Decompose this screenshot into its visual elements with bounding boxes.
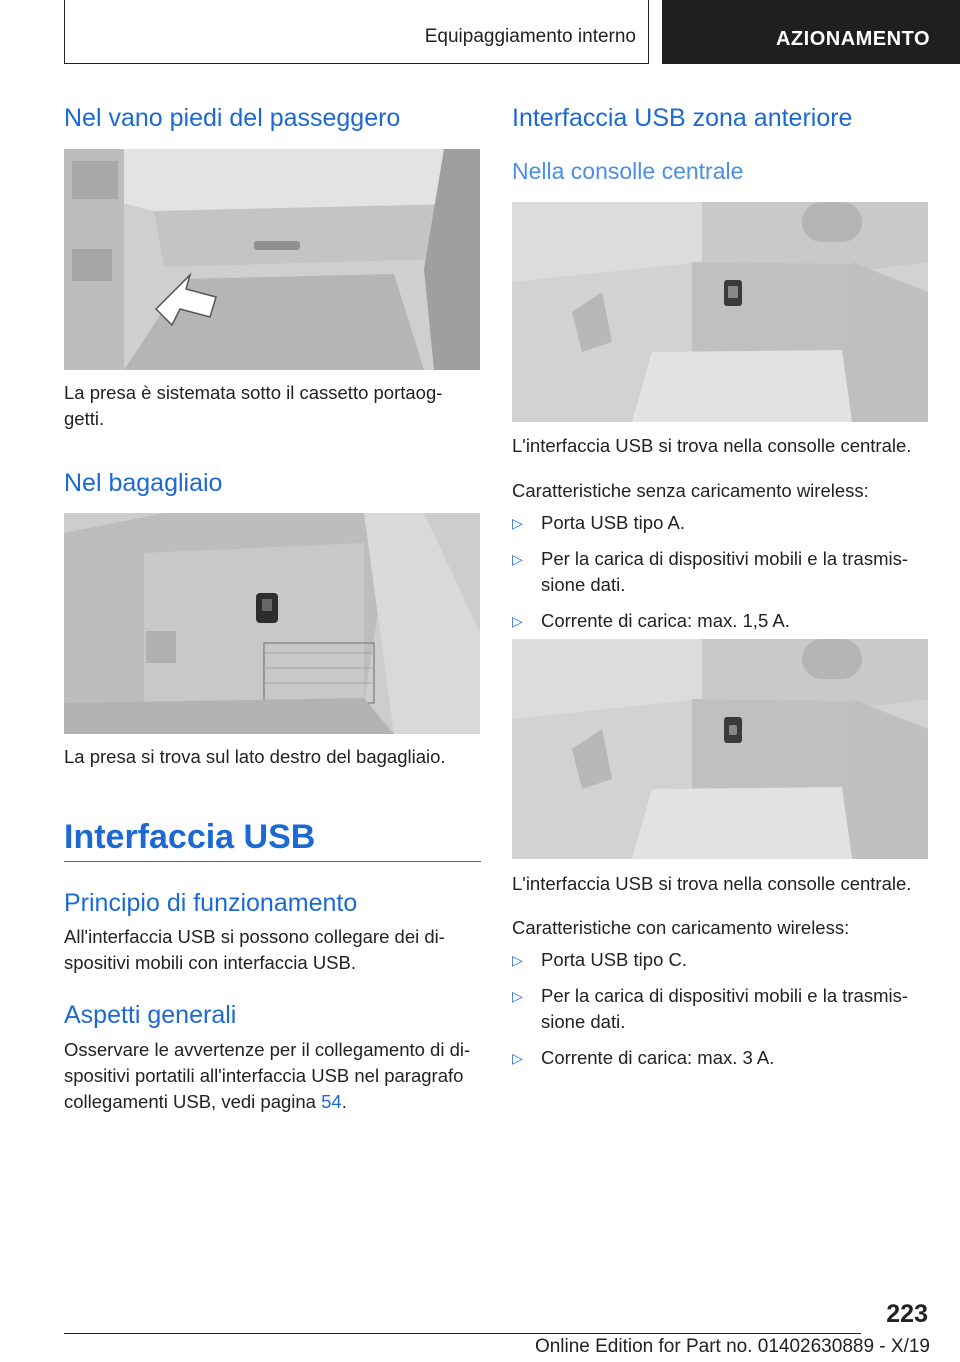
intro-wireless: Caratteristiche con caricamento wireless:	[512, 917, 850, 938]
list-no-wireless	[512, 510, 930, 644]
text-general-body: Osservare le avvertenze per il collegamento di di-spositivi portatili all'interfaccia USB nel paragrafo collegamenti USB, vedi pagina	[64, 1039, 471, 1112]
heading-passenger-footwell: Nel vano piedi del passeggero	[64, 104, 401, 132]
triangle-bullet-icon: ▷	[512, 988, 523, 1004]
page-reference-link[interactable]: 54	[321, 1091, 342, 1112]
list-item: ▷ Per la carica di dispositivi mobili e la trasmis-sione dati.	[512, 548, 909, 595]
list-item: ▷ Porta USB tipo C.	[512, 947, 930, 973]
list-item: ▷ Porta USB tipo A.	[512, 510, 930, 536]
heading-usb-interface: Interfaccia USB	[64, 818, 316, 856]
list-item: ▷ Corrente di carica: max. 1,5 A.	[512, 608, 930, 634]
text-principle: All'interfaccia USB si possono collegare dei di-spositivi mobili con interfaccia USB.	[64, 926, 445, 973]
triangle-bullet-icon: ▷	[512, 1050, 523, 1066]
heading-general: Aspetti generali	[64, 1001, 237, 1029]
intro-no-wireless: Caratteristiche senza caricamento wireless:	[512, 480, 869, 501]
list-wireless	[512, 947, 930, 1081]
header-section-title: Equipaggiamento interno	[424, 26, 636, 47]
text-general	[64, 1037, 482, 1115]
heading-trunk: Nel bagagliaio	[64, 469, 223, 497]
heading-principle: Principio di funzionamento	[64, 889, 358, 917]
photo-console-usb-c	[512, 639, 928, 859]
triangle-bullet-icon: ▷	[512, 551, 523, 567]
heading-usb-front: Interfaccia USB zona anteriore	[512, 104, 853, 132]
list-item: ▷ Per la carica di dispositivi mobili e la trasmis-sione dati.	[512, 985, 909, 1032]
photo-console-usb-a	[512, 202, 928, 422]
heading-rule	[64, 861, 481, 862]
list-item: ▷ Corrente di carica: max. 3 A.	[512, 1045, 930, 1071]
triangle-bullet-icon: ▷	[512, 515, 523, 531]
photo-trunk	[64, 513, 480, 734]
footer-edition: Online Edition for Part no. 01402630889 - X/19	[534, 1336, 930, 1357]
footer-rule	[64, 1333, 861, 1334]
caption-console-1: L'interfaccia USB si trova nella consolle centrale.	[512, 435, 912, 456]
heading-center-console: Nella consolle centrale	[512, 158, 744, 184]
text-general-end: .	[341, 1091, 347, 1112]
page-number: 223	[886, 1300, 928, 1328]
photo-passenger-footwell	[64, 149, 480, 370]
text-trunk-socket: La presa si trova sul lato destro del bagagliaio.	[64, 746, 446, 767]
triangle-bullet-icon: ▷	[512, 952, 523, 968]
text-passenger-socket: La presa è sistemata sotto il cassetto portaog-getti.	[64, 382, 443, 429]
triangle-bullet-icon: ▷	[512, 613, 523, 629]
caption-console-2: L'interfaccia USB si trova nella consolle centrale.	[512, 873, 912, 894]
header-chapter-label: AZIONAMENTO	[775, 28, 930, 50]
